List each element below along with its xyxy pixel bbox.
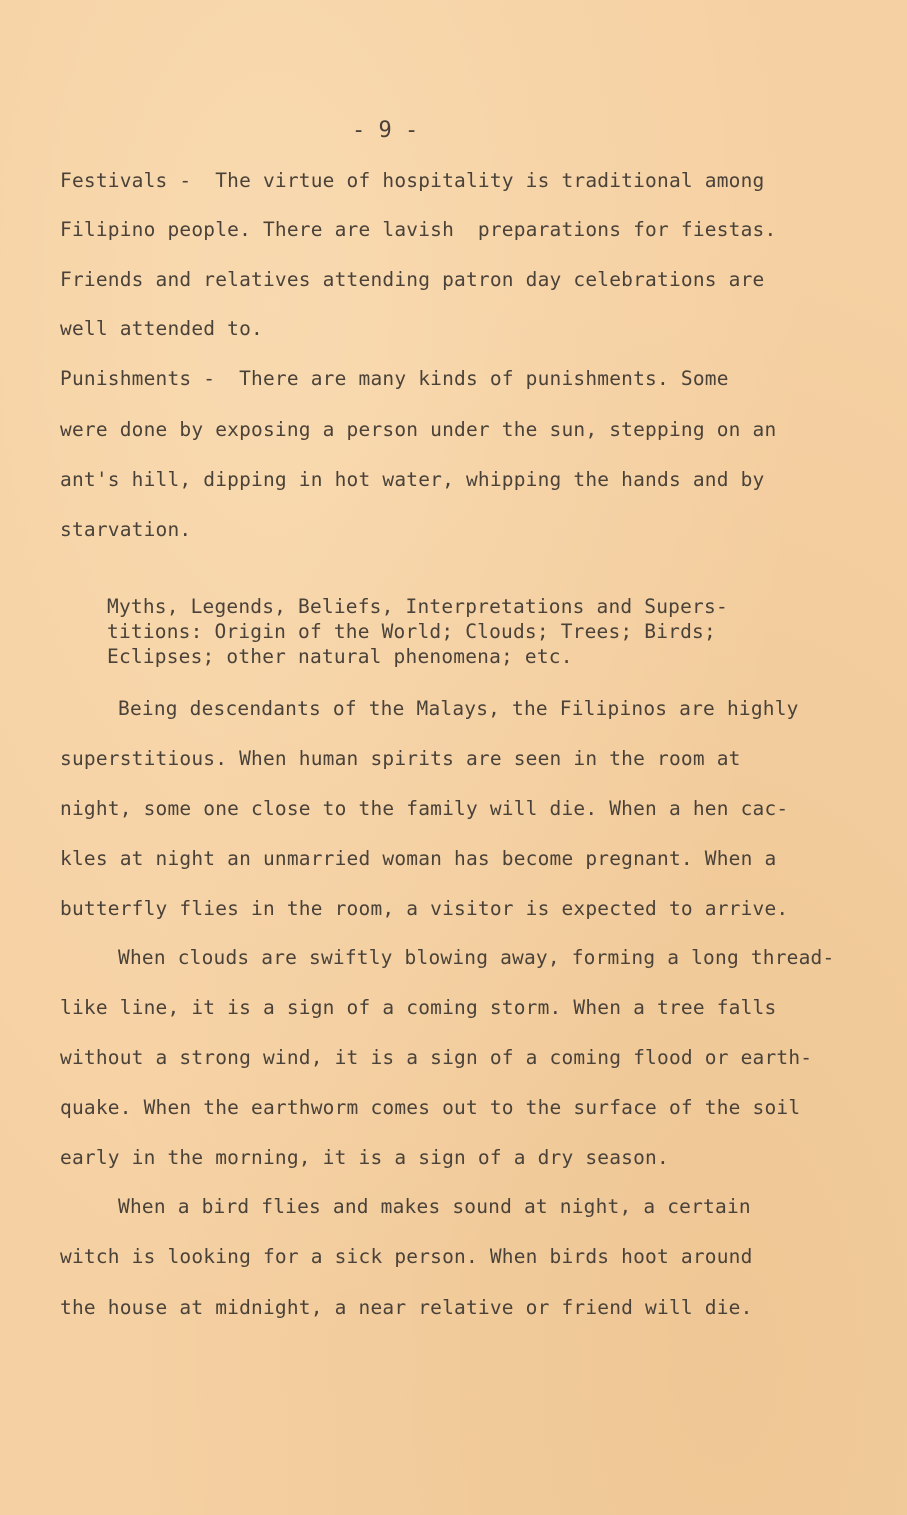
- text-line: kles at night an unmarried woman has become pregnant. When a: [60, 847, 777, 870]
- text-line: Friends and relatives attending patron day celebrations are: [60, 268, 765, 291]
- text-line: like line, it is a sign of a coming storm. When a tree falls: [60, 996, 777, 1019]
- page-number: - 9 -: [352, 118, 419, 143]
- text-line: Festivals - The virtue of hospitality is traditional among: [60, 169, 765, 192]
- heading-line: Myths, Legends, Beliefs, Interpretations and Supers-: [107, 595, 728, 618]
- text-line: witch is looking for a sick person. When birds hoot around: [60, 1245, 753, 1268]
- text-line: superstitious. When human spirits are seen in the room at: [60, 747, 741, 770]
- text-line: quake. When the earthworm comes out to the surface of the soil: [60, 1096, 801, 1119]
- heading-line: titions: Origin of the World; Clouds; Trees; Birds;: [107, 620, 716, 643]
- text-line: ant's hill, dipping in hot water, whipping the hands and by: [60, 468, 765, 491]
- text-line: the house at midnight, a near relative or friend will die.: [60, 1296, 753, 1319]
- text-line: Punishments - There are many kinds of punishments. Some: [60, 367, 729, 390]
- heading-line: Eclipses; other natural phenomena; etc.: [107, 645, 573, 668]
- text-line: butterfly flies in the room, a visitor is expected to arrive.: [60, 897, 789, 920]
- text-line: without a strong wind, it is a sign of a coming flood or earth-: [60, 1046, 813, 1069]
- text-line: night, some one close to the family will die. When a hen cac-: [60, 797, 789, 820]
- text-line: well attended to.: [60, 317, 263, 340]
- text-line: Being descendants of the Malays, the Filipinos are highly: [118, 697, 799, 720]
- text-line: When clouds are swiftly blowing away, forming a long thread-: [118, 946, 835, 969]
- text-line: Filipino people. There are lavish preparations for fiestas.: [60, 218, 777, 241]
- text-line: When a bird flies and makes sound at night, a certain: [118, 1195, 751, 1218]
- text-line: were done by exposing a person under the sun, stepping on an: [60, 418, 777, 441]
- text-line: early in the morning, it is a sign of a dry season.: [60, 1146, 669, 1169]
- text-line: starvation.: [60, 518, 192, 541]
